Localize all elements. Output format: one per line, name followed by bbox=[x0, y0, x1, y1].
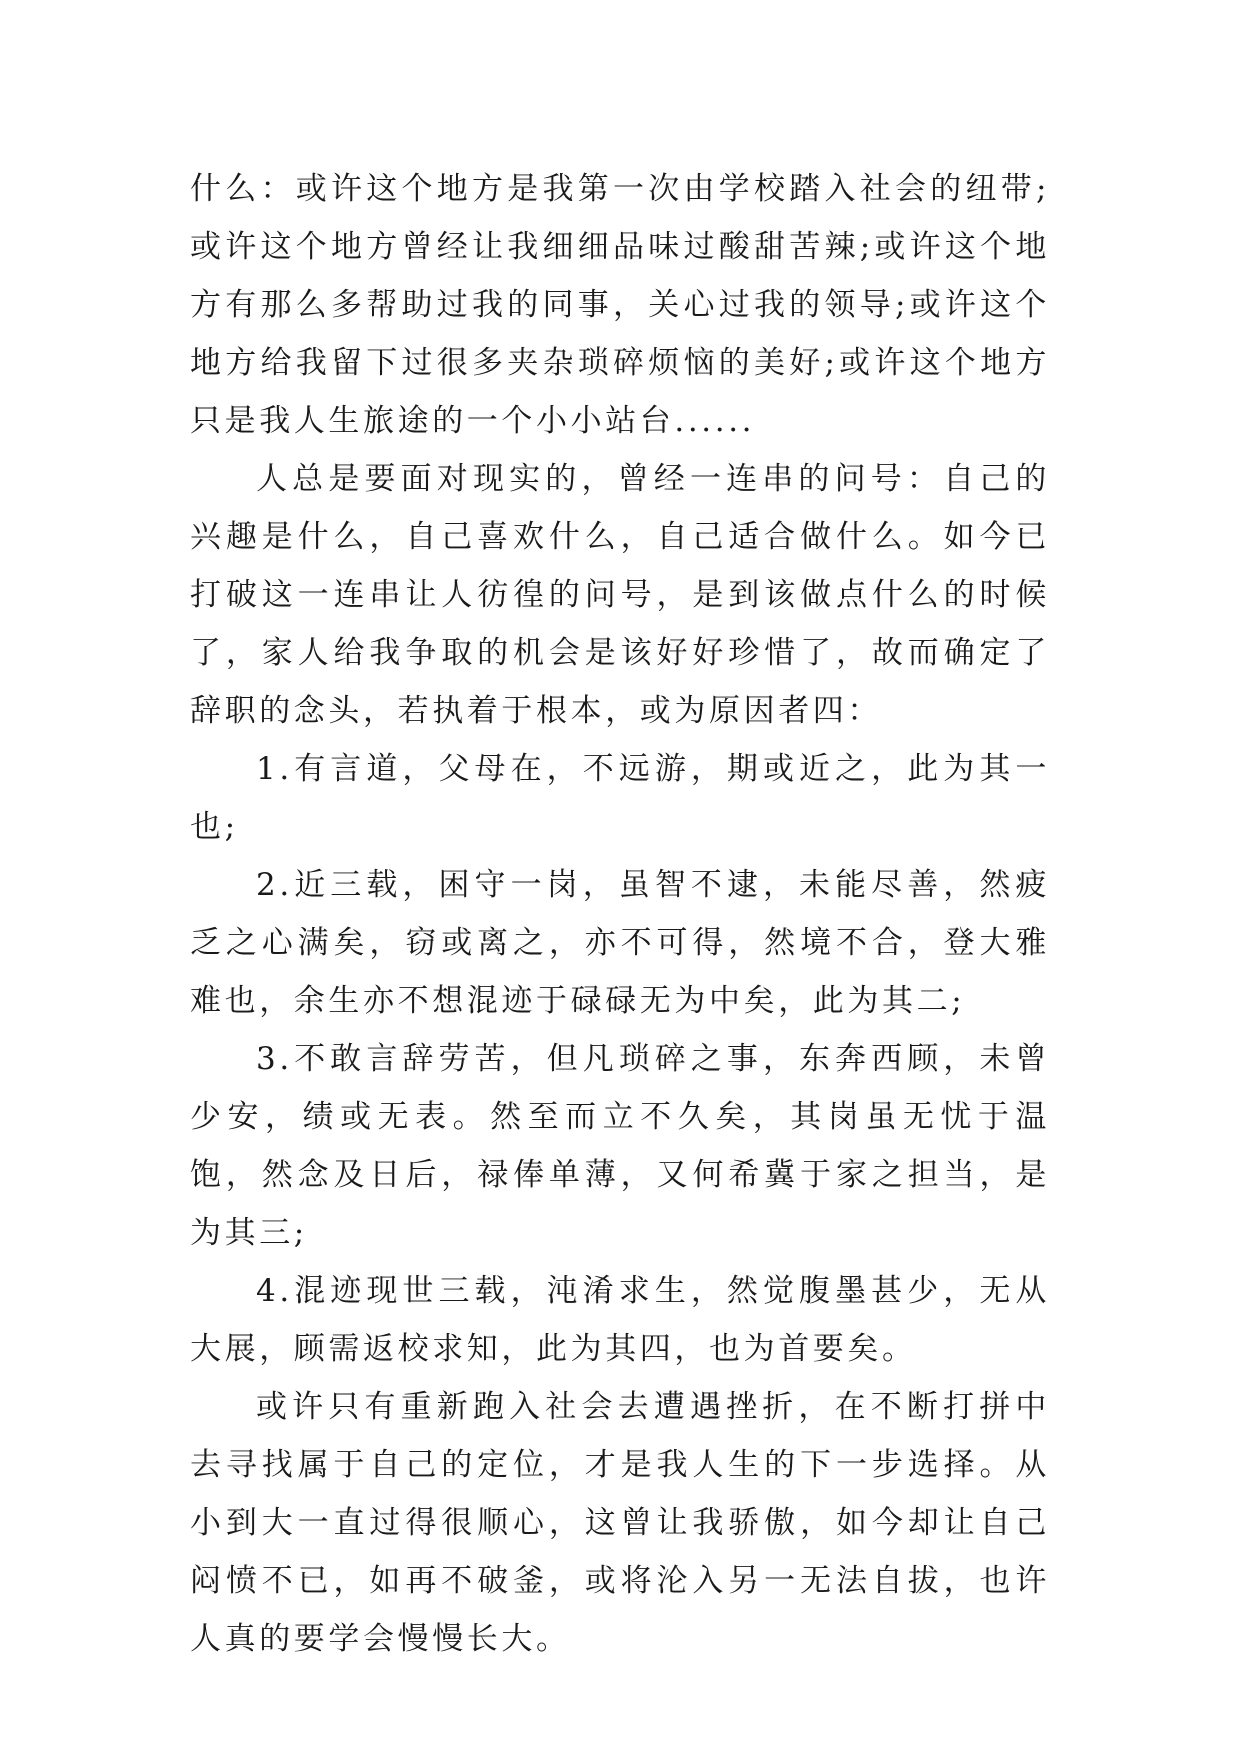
paragraph-conclusion: 或许只有重新跑入社会去遭遇挫折，在不断打拼中去寻找属于自己的定位，才是我人生的下一步选择。从小到大一直过得很顺心，这曾让我骄傲，如今却让自己闷愤不已，如再不破釜，或将沦入另一无法自拔，也许人真的要学会慢慢长大。 bbox=[190, 1389, 1050, 1657]
paragraph-reasons-intro: 人总是要面对现实的，曾经一连串的问号：自己的兴趣是什么，自己喜欢什么，自己适合做什么。如今已打破这一连串让人彷徨的问号，是到该做点什么的时候了，家人给我争取的机会是该好好珍惜了，故而确定了辞职的念头，若执着于根本，或为原因者四： bbox=[190, 461, 1050, 729]
paragraph-reason-4: 4.混迹现世三载，沌淆求生，然觉腹墨甚少，无从大展，顾需返校求知，此为其四，也为首要矣。 bbox=[190, 1273, 1050, 1367]
paragraph-reason-2: 2.近三载，困守一岗，虽智不逮，未能尽善，然疲乏之心满矣，窃或离之，亦不可得，然境不合，登大雅难也，余生亦不想混迹于碌碌无为中矣，此为其二; bbox=[190, 867, 1050, 1019]
document-body bbox=[190, 160, 1050, 1668]
paragraph-reason-1: 1.有言道，父母在，不远游，期或近之，此为其一也; bbox=[190, 751, 1050, 845]
paragraph-continuation: 什么：或许这个地方是我第一次由学校踏入社会的纽带;或许这个地方曾经让我细细品味过酸甜苦辣;或许这个地方有那么多帮助过我的同事，关心过我的领导;或许这个地方给我留下过很多夹杂琐碎烦恼的美好;或许这个地方只是我人生旅途的一个小小站台...... bbox=[190, 171, 1050, 439]
paragraph-reason-3: 3.不敢言辞劳苦，但凡琐碎之事，东奔西顾，未曾少安，绩或无表。然至而立不久矣，其岗虽无忧于温饱，然念及日后，禄俸单薄，又何希冀于家之担当，是为其三; bbox=[190, 1041, 1050, 1251]
